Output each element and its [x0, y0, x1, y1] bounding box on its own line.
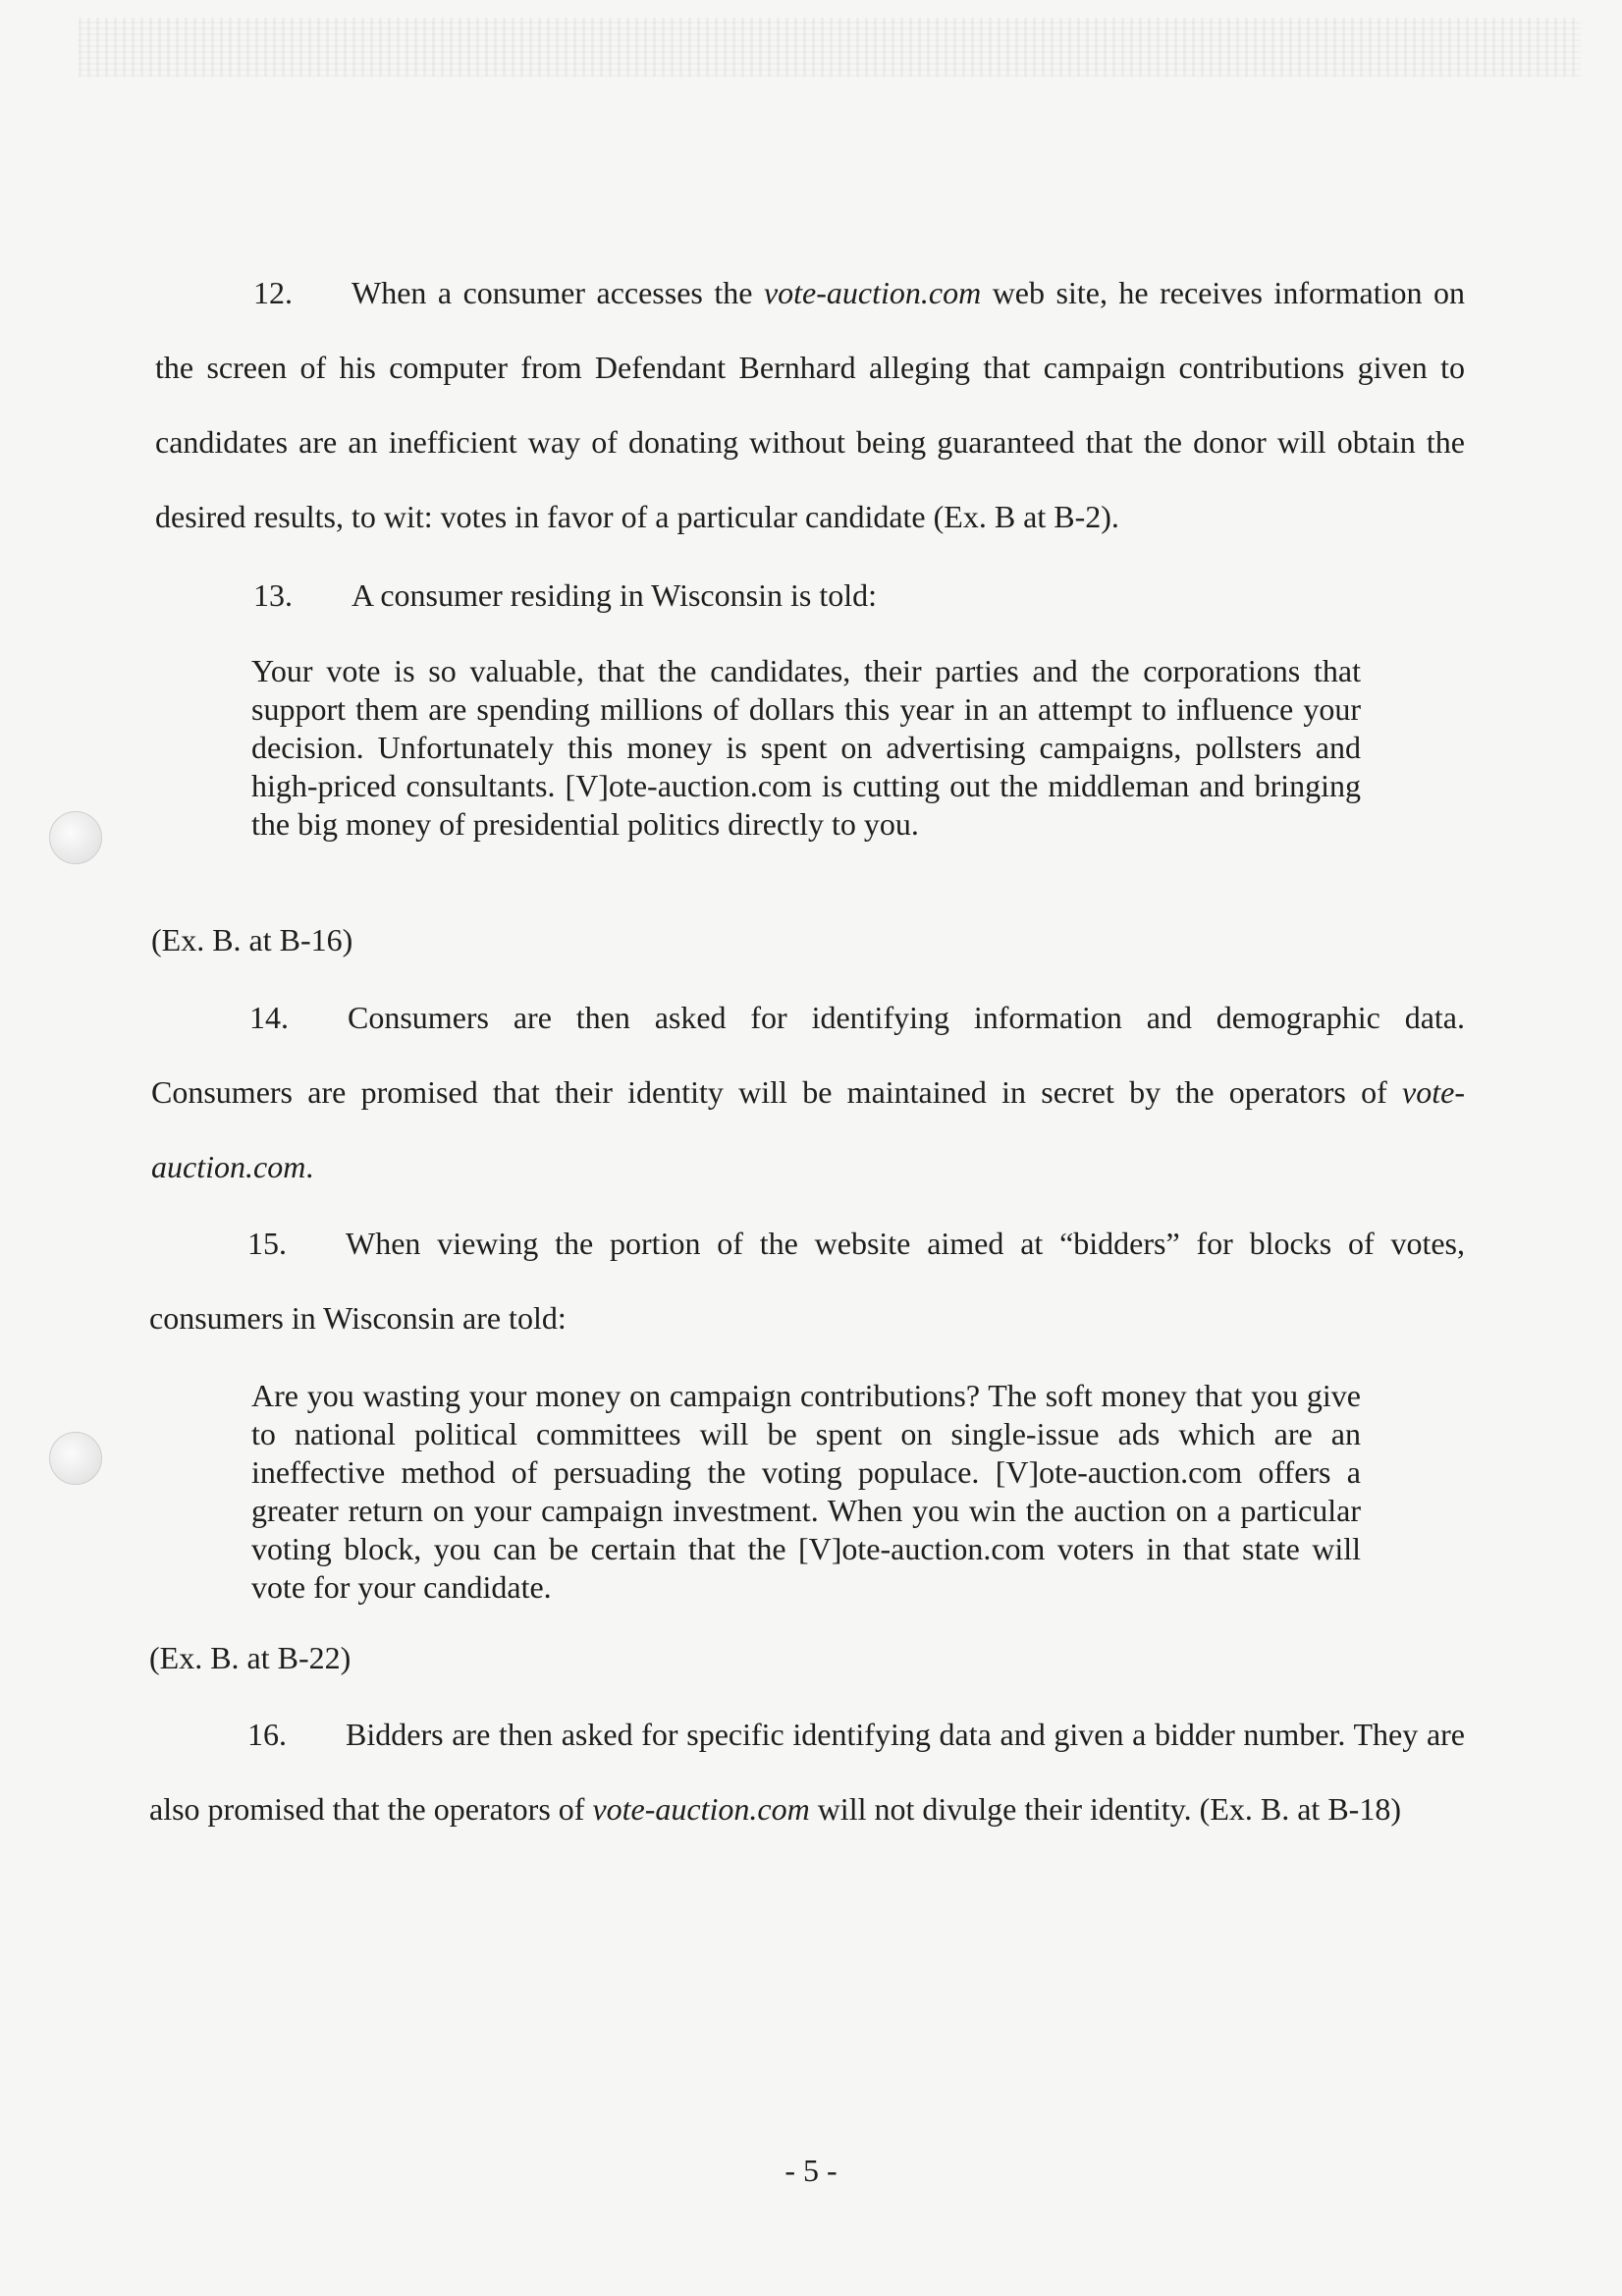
paragraph-text: .: [305, 1149, 314, 1184]
paragraph-text: A consumer residing in Wisconsin is told:: [351, 577, 877, 613]
paragraph-text: Consumers are then asked for identifying information and demographic data. Consumers are promised that their identity will be maintained in secret by the operators of: [151, 1000, 1465, 1110]
citation-2: (Ex. B. at B-22): [149, 1640, 351, 1675]
paragraph-number: 12.: [253, 275, 293, 310]
citation-1: (Ex. B. at B-16): [151, 922, 353, 957]
paragraph-14: [151, 980, 1465, 1204]
paragraph-text: Bidders are then asked for specific identifying data and given a bidder number. They are also promised that the operators of: [149, 1717, 1465, 1827]
paragraph-text: When viewing the portion of the website aimed at “bidders” for blocks of votes, consumers in Wisconsin are told:: [149, 1226, 1465, 1336]
paragraph-16: [149, 1697, 1465, 1846]
website-name: vote-auction.com: [763, 275, 982, 310]
scan-artifact: [79, 18, 1581, 77]
page-number: - 5 -: [784, 2153, 838, 2188]
paragraph-12: [155, 255, 1465, 554]
punch-hole-upper: [49, 811, 102, 864]
paragraph-15: [149, 1206, 1465, 1355]
paragraph-13: [155, 558, 1465, 632]
website-name: vote-auction.com: [151, 1074, 1465, 1184]
paragraph-text: web site, he receives information on the screen of his computer from Defendant Bernhard alleging that campaign contributions given to candidates are an inefficient way of donating without being guaranteed that the donor will obtain the desired results, to wit: votes in favor of a particular candidate (Ex. B at B-2).: [155, 275, 1466, 534]
paragraph-text: will not divulge their identity. (Ex. B. at B-18): [809, 1791, 1401, 1827]
paragraph-number: 14.: [249, 1000, 289, 1035]
paragraph-number: 16.: [247, 1717, 287, 1752]
website-name: vote-auction.com: [592, 1791, 810, 1827]
paragraph-number: 13.: [253, 577, 293, 613]
block-quote-1: Your vote is so valuable, that the candidates, their parties and the corporations that support them are spending millions of dollars this year in an attempt to influence your decision. Unfortunately this money is spent on advertising campaigns, pollsters and high-priced consultants. [V]ote-auction.com is cutting out the middleman and bringing the big money of presidential politics directly to you.: [251, 653, 1361, 842]
paragraph-text: When a consumer accesses the: [351, 275, 764, 310]
paragraph-number: 15.: [247, 1226, 287, 1261]
punch-hole-lower: [49, 1432, 102, 1485]
block-quote-2: Are you wasting your money on campaign contributions? The soft money that you give to national political committees will be spent on single-issue ads which are an ineffective method of persuading the voting populace. [V]ote-auction.com offers a greater return on your campaign investment. When you win the auction on a particular voting block, you can be certain that the [V]ote-auction.com voters in that state will vote for your candidate.: [251, 1378, 1361, 1605]
